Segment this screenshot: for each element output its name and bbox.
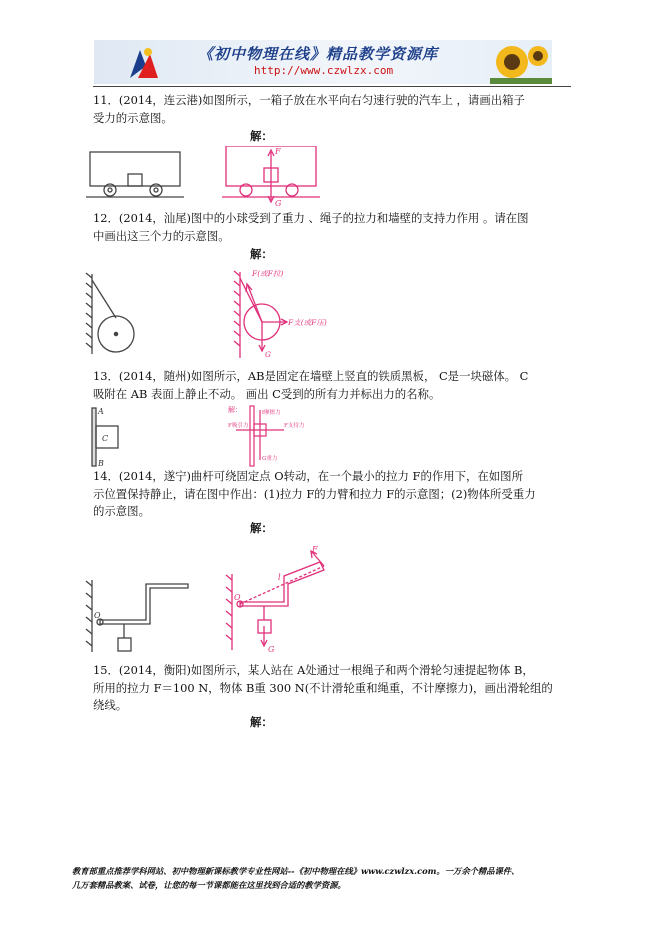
- q11-truck-figure: [86, 152, 184, 197]
- question-text: 吸附在 AB 表面上静止不动。 画出 C受到的所有力并标出力的名称。: [93, 386, 441, 401]
- q12-figures: [80, 262, 360, 358]
- question-12: [93, 210, 581, 245]
- force-label: F支持力: [284, 423, 305, 429]
- answer-label: 解：: [228, 406, 242, 414]
- footer-line: 几万套精品教案、试卷，让您的每一节课都能在这里找到合适的教学资源。: [72, 880, 346, 890]
- footer-line: 教育部重点推荐学科网站、初中物理新课标教学专业性网站--《初中物理在线》www.czwlzx.com。一万余个精品课件、: [72, 866, 520, 876]
- question-text: 的示意图。: [93, 504, 150, 518]
- force-label: G重力: [262, 456, 278, 462]
- answer-label: 解：: [250, 129, 273, 143]
- force-label: G: [275, 199, 282, 208]
- sunflower-icon: [490, 40, 552, 84]
- q11-answer-figure: [222, 146, 320, 202]
- force-label: G: [268, 645, 275, 654]
- question-15: [93, 662, 581, 715]
- page-footer: [72, 864, 612, 892]
- header-banner: [94, 40, 552, 84]
- answer-label: 解：: [250, 715, 273, 729]
- force-label: F支(或F压): [288, 318, 327, 327]
- q14-figures: [80, 540, 350, 656]
- q14-lever-figure: [86, 580, 188, 652]
- question-text: 12．(2014，汕尾)图中的小球受到了重力 、绳子的拉力和墙壁的支持力作用 。请在图: [93, 211, 529, 225]
- question-14: [93, 468, 581, 521]
- question-text: 示位置保持静止，请在图中作出：(1)拉力 F的力臂和拉力 F的示意图；(2)物体所受重力: [93, 486, 536, 501]
- question-text: 15．(2014，衡阳)如图所示，某人站在 A处通过一根绳子和两个滑轮匀速提起物体 B，: [93, 663, 534, 677]
- q11-figures: [80, 146, 340, 208]
- banner-title: 《初中物理在线》精品教学资源库: [198, 45, 439, 63]
- question-text: 中画出这三个力的示意图。: [93, 228, 230, 243]
- force-label: F吸引力: [228, 423, 249, 429]
- header-rule: [93, 86, 571, 87]
- point-label: B: [98, 459, 104, 468]
- q14-answer-figure: [226, 551, 324, 650]
- answer-label: 解：: [250, 247, 273, 261]
- force-label: F: [312, 545, 318, 554]
- question-11: [93, 92, 581, 127]
- pivot-label: O: [234, 593, 241, 602]
- banner-url: http://www.czwlzx.com: [254, 64, 394, 77]
- question-text: 所用的拉力 F＝100 N，物体 B重 300 N(不计滑轮重和绳重，不计摩擦力)，画出滑轮组的: [93, 680, 553, 695]
- q12-ball-figure: [86, 273, 134, 354]
- point-label: A: [98, 407, 104, 416]
- force-label: F: [275, 147, 281, 156]
- magnet-label: C: [102, 434, 109, 443]
- question-text: 13．(2014，随州)如图所示，AB是固定在墙壁上竖直的铁质黑板， C是一块磁体。 C: [93, 369, 529, 383]
- q13-figures: [80, 402, 340, 470]
- question-text: 14．(2014，遂宁)曲杆可绕固定点 O转动，在一个最小的拉力 F的作用下，在如图所: [93, 469, 523, 483]
- q12-answer-figure: [234, 271, 287, 358]
- force-label: f摩擦力: [262, 410, 281, 416]
- force-label: G: [265, 350, 271, 358]
- answer-label: 解：: [250, 521, 273, 535]
- question-text: 11．(2014，连云港)如图所示，一箱子放在水平向右匀速行驶的汽车上 ，请画出箱子: [93, 93, 525, 107]
- site-logo-icon: [124, 44, 160, 80]
- pivot-label: O: [94, 611, 101, 620]
- question-text: 绕线。: [93, 698, 128, 712]
- question-text: 受力的示意图。: [93, 110, 173, 125]
- lever-arm-label: l: [278, 573, 281, 582]
- force-label: F(或F拉): [252, 269, 284, 278]
- question-13: [93, 368, 581, 403]
